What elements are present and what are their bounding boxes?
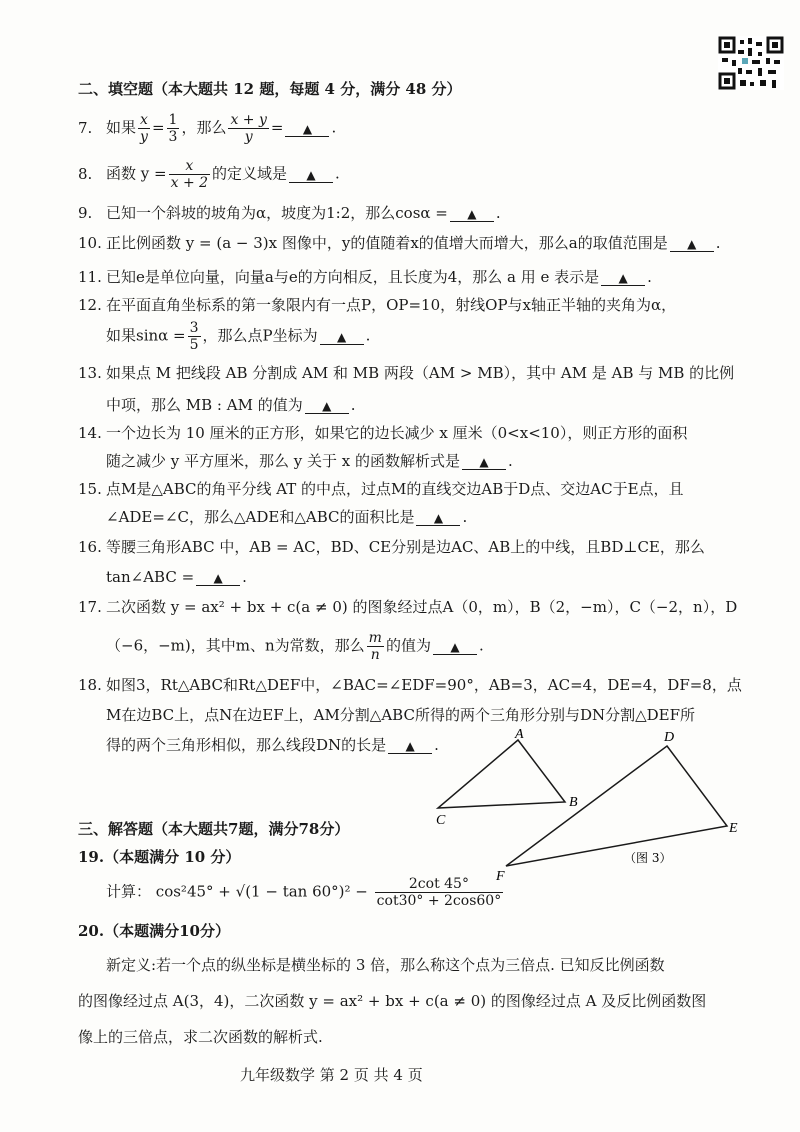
question-text: 已知一个斜坡的坡角为α，坡度为1:2，那么cosα = [106,204,448,222]
question-9 [78,202,501,224]
numerator: 1 [168,112,178,128]
text: 的定义域是 [212,164,288,183]
text: . [350,396,356,414]
text: . [242,568,247,586]
question-number: 17. [78,598,102,616]
denominator: 3 [168,129,178,145]
text: 得的两个三角形相似，那么线段DN的长是 [106,736,387,754]
question-number: 13. [78,364,102,382]
question-number: 7. [78,118,93,137]
text: M在边BC上，点N在边EF上，AM分割△ABC所得的两个三角形分别与DN分割△DEF所 [106,706,696,724]
text: . [647,268,652,286]
question-18 [78,674,742,696]
text: ，那么点P坐标为 [202,326,318,345]
denominator: cot30° + 2cos60° [376,893,502,909]
question-16-line2 [106,566,247,588]
question-15 [78,478,684,500]
text: . [478,636,484,655]
question-text: 一个边长为 10 厘米的正方形，如果它的边长减少 x 厘米（0<x<10），则正方形的面积 [106,424,688,442]
numerator: m [368,630,382,646]
answer-blank[interactable]: ▲ [670,237,714,252]
question-number: 9. [78,204,93,222]
question-12 [78,294,676,316]
numerator: 2cot 45° [375,876,504,893]
question-12-line2 [106,320,370,353]
label-b: B [569,795,578,810]
text: 的值为 [385,636,431,655]
text: ，那么 [181,118,227,137]
label-d: D [664,730,675,745]
numerator: x + y [230,112,267,128]
question-number: 16. [78,538,102,556]
question-number: 14. [78,424,102,442]
text: . [462,508,468,526]
numerator: x [138,112,150,129]
text: 随之减少 y 平方厘米，那么 y 关于 x 的函数解析式是 [106,452,461,470]
qr-code-icon [718,36,784,90]
label-f: F [496,869,505,884]
question-8 [78,158,340,191]
question-14 [78,422,687,444]
text: . [715,234,721,252]
numerator: x [169,158,210,175]
question-13 [78,362,734,384]
question-18-line3 [106,734,439,756]
question-number: 12. [78,296,102,314]
label-e: E [729,821,738,836]
fraction [375,876,504,909]
question-13-line2 [106,394,355,416]
text: . [495,204,501,222]
fraction [367,630,384,663]
denominator: 5 [189,337,199,353]
question-20-line2: 的图像经过点 A(3，4)，二次函数 y = ax² + bx + c(a ≠ 0) 的图像经过点 A 及反比例函数图 [78,992,707,1010]
question-16 [78,536,705,558]
answer-blank[interactable]: ▲ [285,122,329,137]
answer-blank[interactable]: ▲ [450,207,494,222]
text: = [151,118,165,137]
triangle-abc [438,740,565,808]
question-15-line2 [106,506,467,528]
fraction [169,158,210,191]
denominator: x + 2 [170,175,209,191]
question-7 [78,112,336,145]
triangle-def [506,746,727,866]
answer-blank[interactable]: ▲ [320,330,364,345]
fraction [228,112,268,145]
math-expression: cos²45° + √(1 − tan 60°)² − [155,882,368,901]
denominator: y [140,129,148,145]
answer-blank[interactable]: ▲ [289,168,333,183]
question-text: 等腰三角形ABC 中，AB = AC，BD、CE分别是边AC、AB上的中线，且BD⊥CE，那么 [106,538,705,556]
figure-3-triangles [420,720,760,890]
text: 计算： [106,882,152,901]
question-number: 10. [78,234,102,252]
text: tan∠ABC = [106,568,195,586]
question-number: 15. [78,480,102,498]
figure-caption: （图 3） [624,851,672,865]
answer-blank[interactable]: ▲ [305,399,349,414]
question-text: 点M是△ABC的角平分线 AT 的中点，过点M的直线交边AB于D点、交边AC于E点，且 [106,480,684,498]
section-three-heading: 三、解答题（本大题共7题，满分78分） [78,820,350,838]
text: . [365,326,371,345]
text: 函数 y = [106,164,167,183]
page-footer: 九年级数学 第 2 页 共 4 页 [240,1066,423,1084]
answer-blank[interactable]: ▲ [462,455,506,470]
question-number: 18. [78,676,102,694]
fraction [138,112,150,145]
question-number: 8. [78,164,93,183]
text: 如果sinα = [106,326,186,345]
question-19-expression [106,876,505,909]
text: = [270,118,284,137]
question-11 [78,266,652,288]
question-17 [78,596,737,618]
section-two-heading: 二、填空题（本大题共 12 题，每题 4 分，满分 48 分） [78,80,462,98]
question-19-heading: 19.（本题满分 10 分） [78,848,241,866]
text: . [335,164,340,183]
question-text: 已知e是单位向量，向量a与e的方向相反，且长度为4，那么 a 用 e 表示是 [106,268,600,286]
question-text: 二次函数 y = ax² + bx + c(a ≠ 0) 的图象经过点A（0，m），B（2，−m），C（−2，n），D [106,598,738,616]
label-a: A [515,727,524,742]
question-20-line3: 像上的三倍点，求二次函数的解析式. [78,1028,323,1046]
text: . [508,452,513,470]
numerator: 3 [189,320,199,336]
text: . [434,736,439,754]
answer-blank[interactable]: ▲ [433,640,477,655]
fraction [167,112,180,145]
question-text: 如果点 M 把线段 AB 分割成 AM 和 MB 两段（AM > MB），其中 AM 是 AB 与 MB 的比例 [106,364,735,382]
question-17-line2 [106,630,484,663]
answer-blank[interactable]: ▲ [196,571,240,586]
answer-blank[interactable]: ▲ [388,739,432,754]
question-text: 在平面直角坐标系的第一象限内有一点P，OP=10，射线OP与x轴正半轴的夹角为α， [106,296,677,314]
question-text: 正比例函数 y = (a − 3)x 图像中，y的值随着x的值增大而增大，那么a的取值范围是 [106,234,668,252]
answer-blank[interactable]: ▲ [601,271,645,286]
question-14-line2 [106,450,513,472]
denominator: n [370,647,380,663]
question-20-line1: 新定义:若一个点的纵坐标是横坐标的 3 倍，那么称这个点为三倍点. 已知反比例函数 [106,956,665,974]
denominator: y [244,129,253,145]
text: 中项，那么 MB : AM 的值为 [106,396,303,414]
text: （−6，−m)，其中m、n为常数，那么 [106,636,365,655]
answer-blank[interactable]: ▲ [416,511,460,526]
question-20-heading: 20.（本题满分10分） [78,922,230,940]
fraction [188,320,201,353]
question-number: 11. [78,268,102,286]
label-c: C [436,813,446,828]
text: . [331,118,337,137]
text: 如果 [106,118,137,137]
question-text: 如图3，Rt△ABC和Rt△DEF中，∠BAC=∠EDF=90°，AB=3，AC=4，DE=4，DF=8，点 [106,676,742,694]
text: ∠ADE=∠C，那么△ADE和△ABC的面积比是 [106,508,415,526]
question-10 [78,232,721,254]
